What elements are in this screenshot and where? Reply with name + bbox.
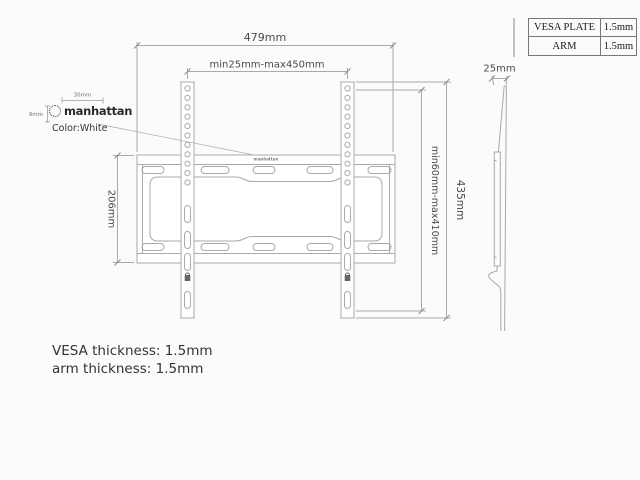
vesa-arm-right bbox=[341, 82, 354, 318]
plate-brand-mark: manhattan bbox=[253, 156, 279, 162]
spec-row-arm-value: 1.5mm bbox=[603, 40, 634, 52]
dim-depth-label: 25mm bbox=[483, 63, 516, 75]
side-view bbox=[483, 64, 515, 332]
leader-line bbox=[98, 124, 254, 155]
spec-row-arm-label: ARM bbox=[529, 37, 601, 55]
dim-depth bbox=[483, 64, 515, 86]
thickness-notes bbox=[52, 343, 213, 378]
spec-row-vesa-plate-label: VESA PLATE bbox=[529, 19, 601, 37]
vesa-arm-left bbox=[181, 82, 194, 318]
manhattan-logo bbox=[49, 104, 132, 118]
arm-thickness-note: arm thickness: 1.5mm bbox=[52, 360, 204, 377]
dim-plate-height bbox=[106, 153, 135, 266]
dim-total-width-label: 479mm bbox=[243, 31, 287, 44]
logo-height-dim-label: 9mm bbox=[28, 112, 43, 118]
dim-total-width bbox=[134, 31, 396, 152]
dim-hole-width-range bbox=[185, 60, 351, 80]
manhattan-wordmark: manhattan bbox=[64, 104, 133, 118]
side-profile bbox=[489, 86, 507, 331]
spec-row-vesa-plate-value: 1.5mm bbox=[601, 19, 636, 37]
spec-table bbox=[528, 18, 637, 56]
front-view bbox=[137, 82, 395, 318]
dim-hole-height-range-label: min60mm-max410mm bbox=[429, 145, 440, 256]
color-note: Color:White bbox=[52, 123, 108, 134]
logo-width-dim-label: 30mm bbox=[73, 92, 92, 99]
manhattan-dotted-globe-icon bbox=[49, 105, 61, 117]
dim-hole-width-range-label: min25mm-max450mm bbox=[209, 59, 325, 71]
dim-plate-height-label: 206mm bbox=[105, 189, 117, 229]
vesa-thickness-note: VESA thickness: 1.5mm bbox=[52, 343, 213, 359]
wall-plate bbox=[137, 155, 395, 263]
dim-arm-height-label: 435mm bbox=[454, 179, 466, 221]
